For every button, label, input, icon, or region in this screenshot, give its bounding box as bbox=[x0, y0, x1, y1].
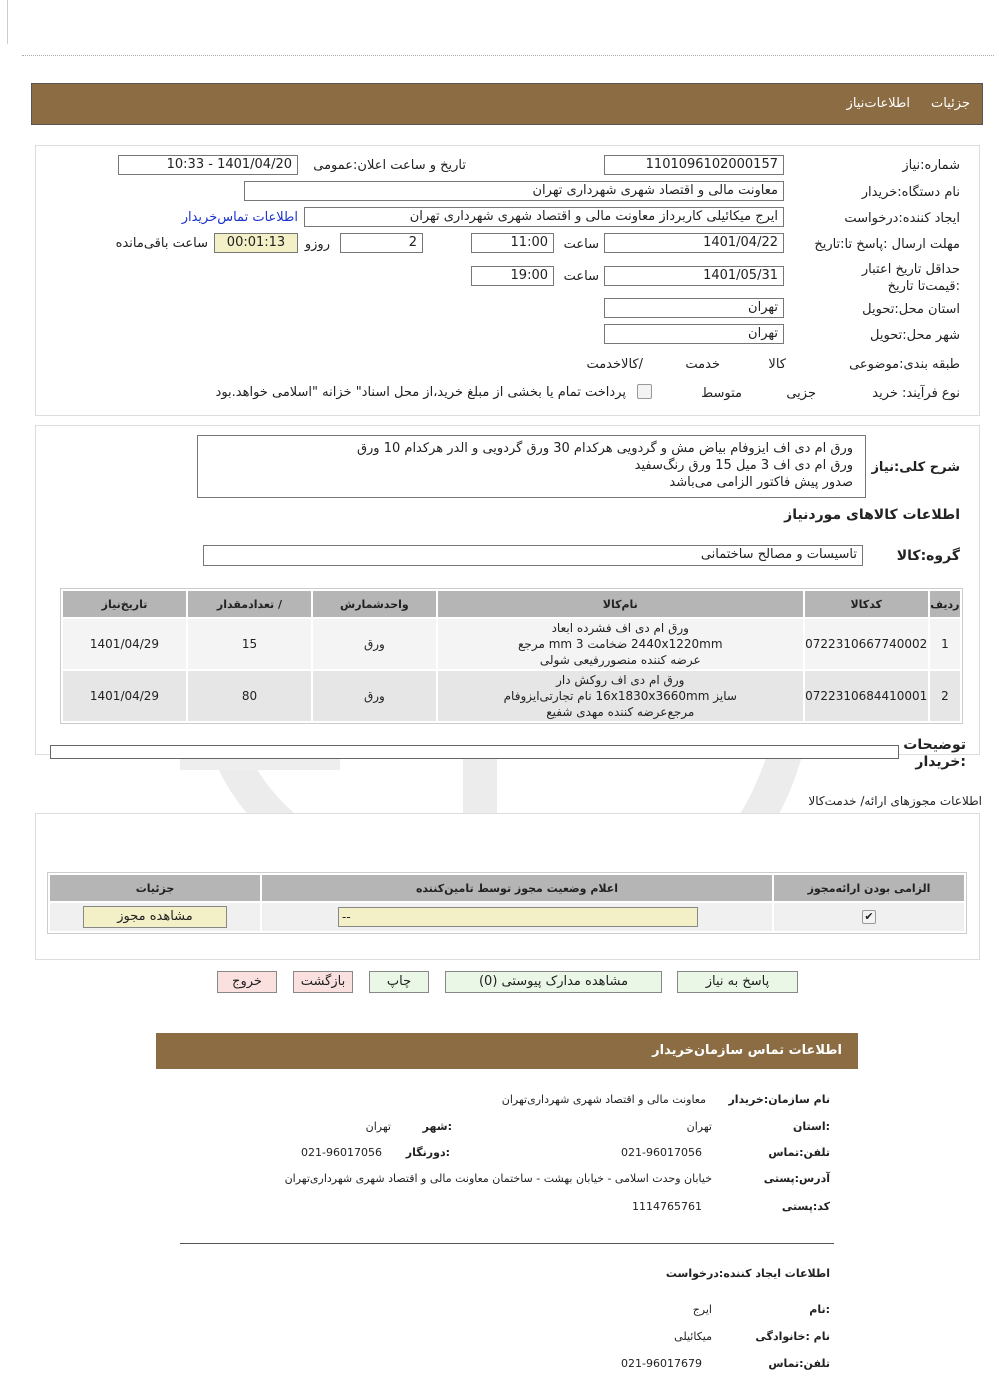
goods-info-title: اطلاعات کالاهای موردنیاز bbox=[784, 507, 960, 523]
row-date: 1401/04/29 bbox=[89, 637, 160, 651]
category-label: طبقه بندی:موضوعی bbox=[849, 357, 960, 372]
reply-deadline-label: مهلت ارسال :پاسخ تا:تاریخ bbox=[814, 237, 960, 252]
col-permit-required: الزامی بودن ارائه‌مجوز bbox=[774, 875, 964, 901]
col-unit: واحدشمارش bbox=[313, 591, 436, 617]
row-name bbox=[438, 671, 803, 721]
row-idx: 2 bbox=[941, 689, 949, 703]
description-box bbox=[197, 435, 866, 498]
exit-button[interactable]: خروج bbox=[217, 971, 277, 993]
city-label: شهر محل:تحویل bbox=[870, 328, 960, 343]
permit-status-field[interactable]: -- bbox=[338, 907, 698, 927]
process-label: نوع فرآیند: خرید bbox=[872, 386, 960, 401]
goods-group-field: تاسیسات و مصالح ساختمانی bbox=[203, 545, 863, 566]
contact-address-label: آدرس:پستی bbox=[763, 1172, 830, 1185]
category-service-label: خدمت bbox=[685, 357, 720, 372]
process-medium-label: متوسط bbox=[701, 386, 742, 401]
process-partial-label: جزیی bbox=[786, 386, 816, 401]
province-field: تهران bbox=[604, 298, 784, 318]
contact-fax-label: :دورنگار bbox=[405, 1146, 450, 1159]
permit-required-cell bbox=[774, 903, 964, 931]
need-no-label: شماره:نیاز bbox=[902, 158, 960, 173]
col-code: کدکالا bbox=[805, 591, 928, 617]
col-row: ردیف bbox=[930, 591, 960, 617]
days-label: روزو bbox=[304, 237, 330, 252]
top-left-line bbox=[7, 0, 8, 44]
contact-divider bbox=[180, 1243, 834, 1244]
table-row bbox=[63, 619, 960, 669]
row-date: 1401/04/29 bbox=[89, 689, 160, 703]
row-name-line: 2440x1220mm ضخامت 3 mm مرجع bbox=[518, 637, 723, 651]
contact-province-label: :استان bbox=[793, 1120, 830, 1133]
buyer-notes-field bbox=[50, 745, 899, 759]
province-label: استان محل:تحویل bbox=[862, 302, 960, 317]
buyer-org-field: معاونت مالی و اقتصاد شهری شهرداری تهران bbox=[244, 181, 784, 201]
col-name: نام‌کالا bbox=[438, 591, 803, 617]
contact-phone-value: 021-96017056 bbox=[621, 1146, 702, 1159]
description-line: ورق ام دی اف 3 میل 15 ورق رنگ‌سفید bbox=[634, 458, 853, 473]
creator-family-label: نام :خانوادگی bbox=[755, 1330, 830, 1343]
attachments-button[interactable]: مشاهده مدارک پیوستی (0) bbox=[445, 971, 662, 993]
row-idx: 1 bbox=[941, 637, 949, 651]
creator-label: ایجاد کننده:درخواست bbox=[844, 211, 960, 226]
contact-address-value: خیابان وحدت اسلامی - خیابان بهشت - ساختمان معاونت مالی و اقتصاد شهری شهرداری‌تهران bbox=[284, 1172, 712, 1185]
col-date: تاریخ‌نیاز bbox=[63, 591, 186, 617]
row-code: 0722310684410001 bbox=[805, 689, 928, 703]
row-name bbox=[438, 619, 803, 669]
permits-title: اطلاعات مجوزهای ارائه/ خدمت‌کالا bbox=[808, 794, 982, 808]
row-name-line: عرضه کننده منصوررفیعی شولی bbox=[539, 653, 701, 667]
creator-phone-value: 021-96017679 bbox=[621, 1357, 702, 1370]
validity-time-label: ساعت bbox=[563, 269, 599, 284]
tab-bar bbox=[31, 83, 983, 125]
table-row bbox=[50, 903, 964, 931]
row-code: 0722310667740002 bbox=[805, 637, 928, 651]
description-label: شرح کلی:نیاز bbox=[871, 460, 960, 475]
creator-family-value: میکائیلی bbox=[674, 1330, 712, 1343]
remaining-time-field: 00:01:13 bbox=[214, 233, 298, 253]
contact-phone-label: تلفن:تماس bbox=[768, 1146, 830, 1159]
contact-postal-value: 1114765761 bbox=[632, 1200, 702, 1213]
creator-phone-label: تلفن:تماس bbox=[768, 1357, 830, 1370]
permit-required-checkbox[interactable]: ✔ bbox=[862, 910, 876, 924]
col-qty: / تعدادمقدار bbox=[188, 591, 311, 617]
payment-note: پرداخت تمام یا بخشی از مبلغ خرید،از محل اسناد" خزانه "اسلامی خواهد.بود bbox=[215, 385, 626, 400]
contact-province-value: تهران bbox=[686, 1120, 712, 1133]
creator-info-title: اطلاعات ایجاد کننده:درخواست bbox=[665, 1267, 830, 1280]
contact-header bbox=[156, 1033, 858, 1069]
row-name-line: ورق ام دی اف فشرده ابعاد bbox=[551, 621, 689, 635]
col-permit-details: جزئیات bbox=[50, 875, 260, 901]
payment-checkbox[interactable] bbox=[637, 384, 652, 399]
validity-time-field: 19:00 bbox=[471, 266, 554, 286]
reply-button[interactable]: پاسخ به نیاز bbox=[677, 971, 798, 993]
contact-header-title: اطلاعات تماس سازمان‌خریدار bbox=[652, 1043, 842, 1058]
row-qty: 80 bbox=[241, 689, 258, 703]
row-unit: ورق bbox=[363, 637, 385, 651]
permit-details-cell bbox=[50, 903, 260, 931]
creator-name-label: :نام bbox=[809, 1303, 830, 1316]
row-name-line: سایز 16x1830x3660mm نام تجارتی‌ایزوفام bbox=[503, 689, 737, 703]
row-unit: ورق bbox=[363, 689, 385, 703]
permits-table-wrapper bbox=[47, 872, 967, 934]
row-name-line: مرجع‌عرضه کننده مهدی شفیع bbox=[546, 705, 695, 719]
category-goods-label: کالا bbox=[768, 357, 786, 372]
goods-group-label: گروه:کالا bbox=[896, 548, 960, 564]
category-both-label: /کالاخدمت bbox=[586, 357, 643, 372]
buyer-org-label: نام دستگاه:خریدار bbox=[861, 185, 960, 200]
contact-city-label: :شهر bbox=[422, 1120, 452, 1133]
contact-postal-label: کد:پستی bbox=[781, 1200, 830, 1213]
days-field: 2 bbox=[340, 233, 423, 253]
reply-time-field: 11:00 bbox=[471, 233, 554, 253]
items-table bbox=[61, 589, 962, 723]
items-table-wrapper bbox=[60, 588, 963, 724]
validity-date-field: 1401/05/31 bbox=[604, 266, 784, 286]
announce-field: 1401/04/20 - 10:33 bbox=[118, 155, 298, 175]
announce-label: تاریخ و ساعت اعلان:عمومی bbox=[313, 158, 466, 173]
permit-status-cell bbox=[262, 903, 772, 931]
creator-name-value: ایرج bbox=[692, 1303, 712, 1316]
print-button[interactable]: چاپ bbox=[369, 971, 429, 993]
reply-date-field: 1401/04/22 bbox=[604, 233, 784, 253]
tab-details[interactable]: جزئیات bbox=[931, 96, 970, 111]
view-permit-button[interactable]: مشاهده مجوز bbox=[83, 906, 227, 928]
reply-time-label: ساعت bbox=[563, 237, 599, 252]
row-qty: 15 bbox=[241, 637, 258, 651]
contact-fax-value: 021-96017056 bbox=[301, 1146, 382, 1159]
description-line: صدور پیش فاکتور الزامی می‌باشد bbox=[669, 475, 853, 490]
top-divider bbox=[22, 55, 994, 56]
row-name-line: ورق ام دی اف روکش دار bbox=[556, 673, 685, 687]
back-button[interactable]: بازگشت bbox=[293, 971, 353, 993]
remaining-label: ساعت باقی‌مانده bbox=[115, 236, 208, 251]
contact-city-value: تهران bbox=[365, 1120, 391, 1133]
table-row bbox=[63, 671, 960, 721]
tab-need-info[interactable]: اطلاعات‌نیاز bbox=[846, 96, 910, 111]
description-line: ورق ام دی اف ایزوفام بیاض مش و گردویی هرکدام 30 ورق گردویی و الدر هرکدام 10 ورق bbox=[356, 441, 853, 456]
creator-field: ایرج میکائیلی کاربرداز معاونت مالی و اقتصاد شهری شهرداری تهران bbox=[304, 207, 784, 227]
contact-org-value: معاونت مالی و اقتصاد شهری شهرداری‌تهران bbox=[501, 1093, 706, 1106]
buyer-contact-link[interactable]: اطلاعات تماس‌خریدار bbox=[181, 210, 298, 225]
validity-label: حداقل تاریخ اعتبار :قیمت‌تا تاریخ bbox=[861, 262, 960, 294]
city-field: تهران bbox=[604, 324, 784, 344]
col-permit-status: اعلام وضعیت مجوز توسط تامین‌کننده bbox=[262, 875, 772, 901]
need-no-field: 1101096102000157 bbox=[604, 155, 784, 175]
permits-table bbox=[48, 873, 966, 933]
buyer-notes-label: توضیحات :خریدار bbox=[903, 737, 966, 770]
contact-org-label: نام سازمان:خریدار bbox=[728, 1093, 830, 1106]
